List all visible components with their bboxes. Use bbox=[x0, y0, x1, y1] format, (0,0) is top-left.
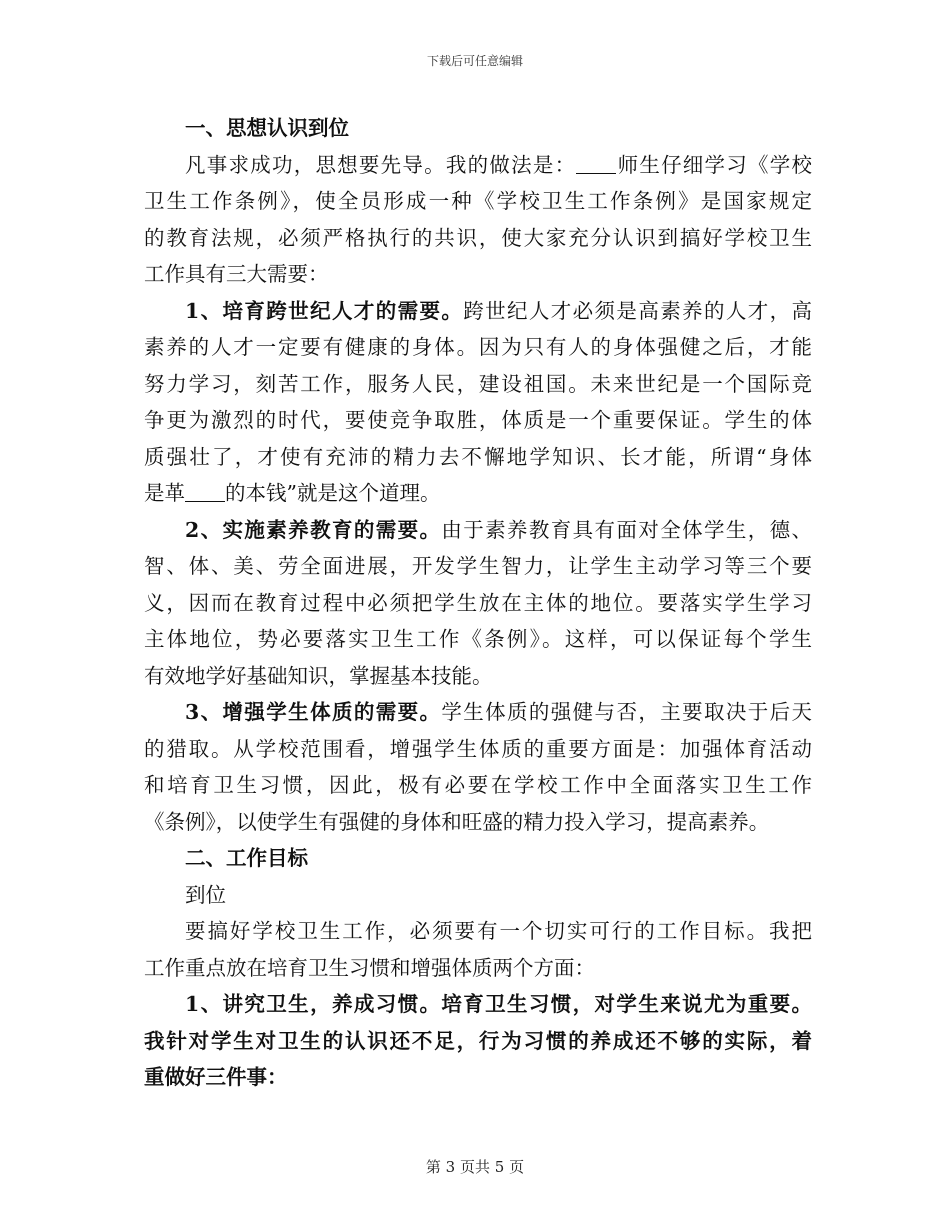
fill-blank bbox=[185, 481, 225, 502]
paragraph-line: 凡事求成功，思想要先导。我的做法是： 师生仔细学习《学校 bbox=[185, 152, 812, 177]
fill-blank bbox=[576, 153, 616, 174]
paragraph-line-bold: 1、讲究卫生，养成习惯。培育卫生习惯，对学生来说尤为重要。 bbox=[185, 992, 812, 1016]
paragraph-line: 卫生工作条例》，使全员形成一种《学校卫生工作条例》是国家规定 bbox=[144, 189, 812, 213]
inline-subheading: 1、培育跨世纪人才的需要。 bbox=[185, 298, 464, 323]
page-header: 下载后可任意编辑 bbox=[426, 54, 523, 68]
paragraph-line: 努力学习，刻苦工作，服务人民，建设祖国。未来世纪是一个国际竞 bbox=[144, 371, 812, 396]
section-heading-1: 一、思想认识到位 bbox=[185, 116, 349, 140]
page-footer: 第 3 页共 5 页 bbox=[425, 1158, 525, 1176]
paragraph-line: 有效地学好基础知识，掌握基本技能。 bbox=[144, 663, 493, 688]
paragraph-line: 3、增强学生体质的需要。学生体质的强健与否，主要取决于后天 bbox=[185, 700, 812, 724]
paragraph-line: 到位 bbox=[185, 882, 226, 907]
paragraph-line: 工作具有三大需要： bbox=[144, 262, 329, 286]
paragraph-line: 争更为激烈的时代，要使竞争取胜，体质是一个重要保证。学生的体 bbox=[144, 408, 812, 432]
paragraph-line: 和培育卫生习惯，因此，极有必要在学校工作中全面落实卫生工作 bbox=[144, 773, 812, 797]
paragraph-line: 要搞好学校卫生工作，必须要有一个切实可行的工作目标。我把 bbox=[185, 919, 812, 943]
paragraph-line: 义，因而在教育过程中必须把学生放在主体的地位。要落实学生学习 bbox=[144, 590, 812, 615]
paragraph-line-bold: 重做好三件事： bbox=[144, 1065, 288, 1089]
paragraph-line: 质强壮了，才使有充沛的精力去不懈地学知识、长才能，所谓“身体 bbox=[144, 444, 812, 469]
paragraph-line: 主体地位，势必要落实卫生工作《条例》。这样，可以保证每个学生 bbox=[144, 627, 812, 651]
paragraph-line: 工作重点放在培育卫生习惯和增强体质两个方面： bbox=[144, 955, 595, 980]
document-body bbox=[144, 110, 812, 1096]
paragraph-line: 智、体、美、劳全面进展，开发学生智力，让学生主动学习等三个要 bbox=[144, 554, 812, 578]
paragraph-line: 2、实施素养教育的需要。由于素养教育具有面对全体学生，德、 bbox=[185, 517, 812, 542]
section-heading-2: 二、工作目标 bbox=[185, 846, 308, 870]
paragraph-line: 1、培育跨世纪人才的需要。跨世纪人才必须是高素养的人才，高 bbox=[185, 298, 812, 323]
inline-subheading: 3、增强学生体质的需要。 bbox=[185, 700, 442, 724]
paragraph-line-bold: 我针对学生对卫生的认识还不足，行为习惯的养成还不够的实际，着 bbox=[144, 1028, 812, 1053]
paragraph-line: 是革 的本钱”就是这个道理。 bbox=[144, 481, 441, 505]
paragraph-line: 的猎取。从学校范围看，增强学生体质的重要方面是：加强体育活动 bbox=[144, 736, 812, 761]
paragraph-line: 的教育法规，必须严格执行的共识，使大家充分认识到搞好学校卫生 bbox=[144, 225, 812, 250]
paragraph-line: 《条例》，以使学生有强健的身体和旺盛的精力投入学习，提高素养。 bbox=[144, 809, 770, 834]
inline-subheading: 2、实施素养教育的需要。 bbox=[185, 517, 442, 542]
paragraph-line: 素养的人才一定要有健康的身体。因为只有人的身体强健之后，才能 bbox=[144, 335, 812, 359]
